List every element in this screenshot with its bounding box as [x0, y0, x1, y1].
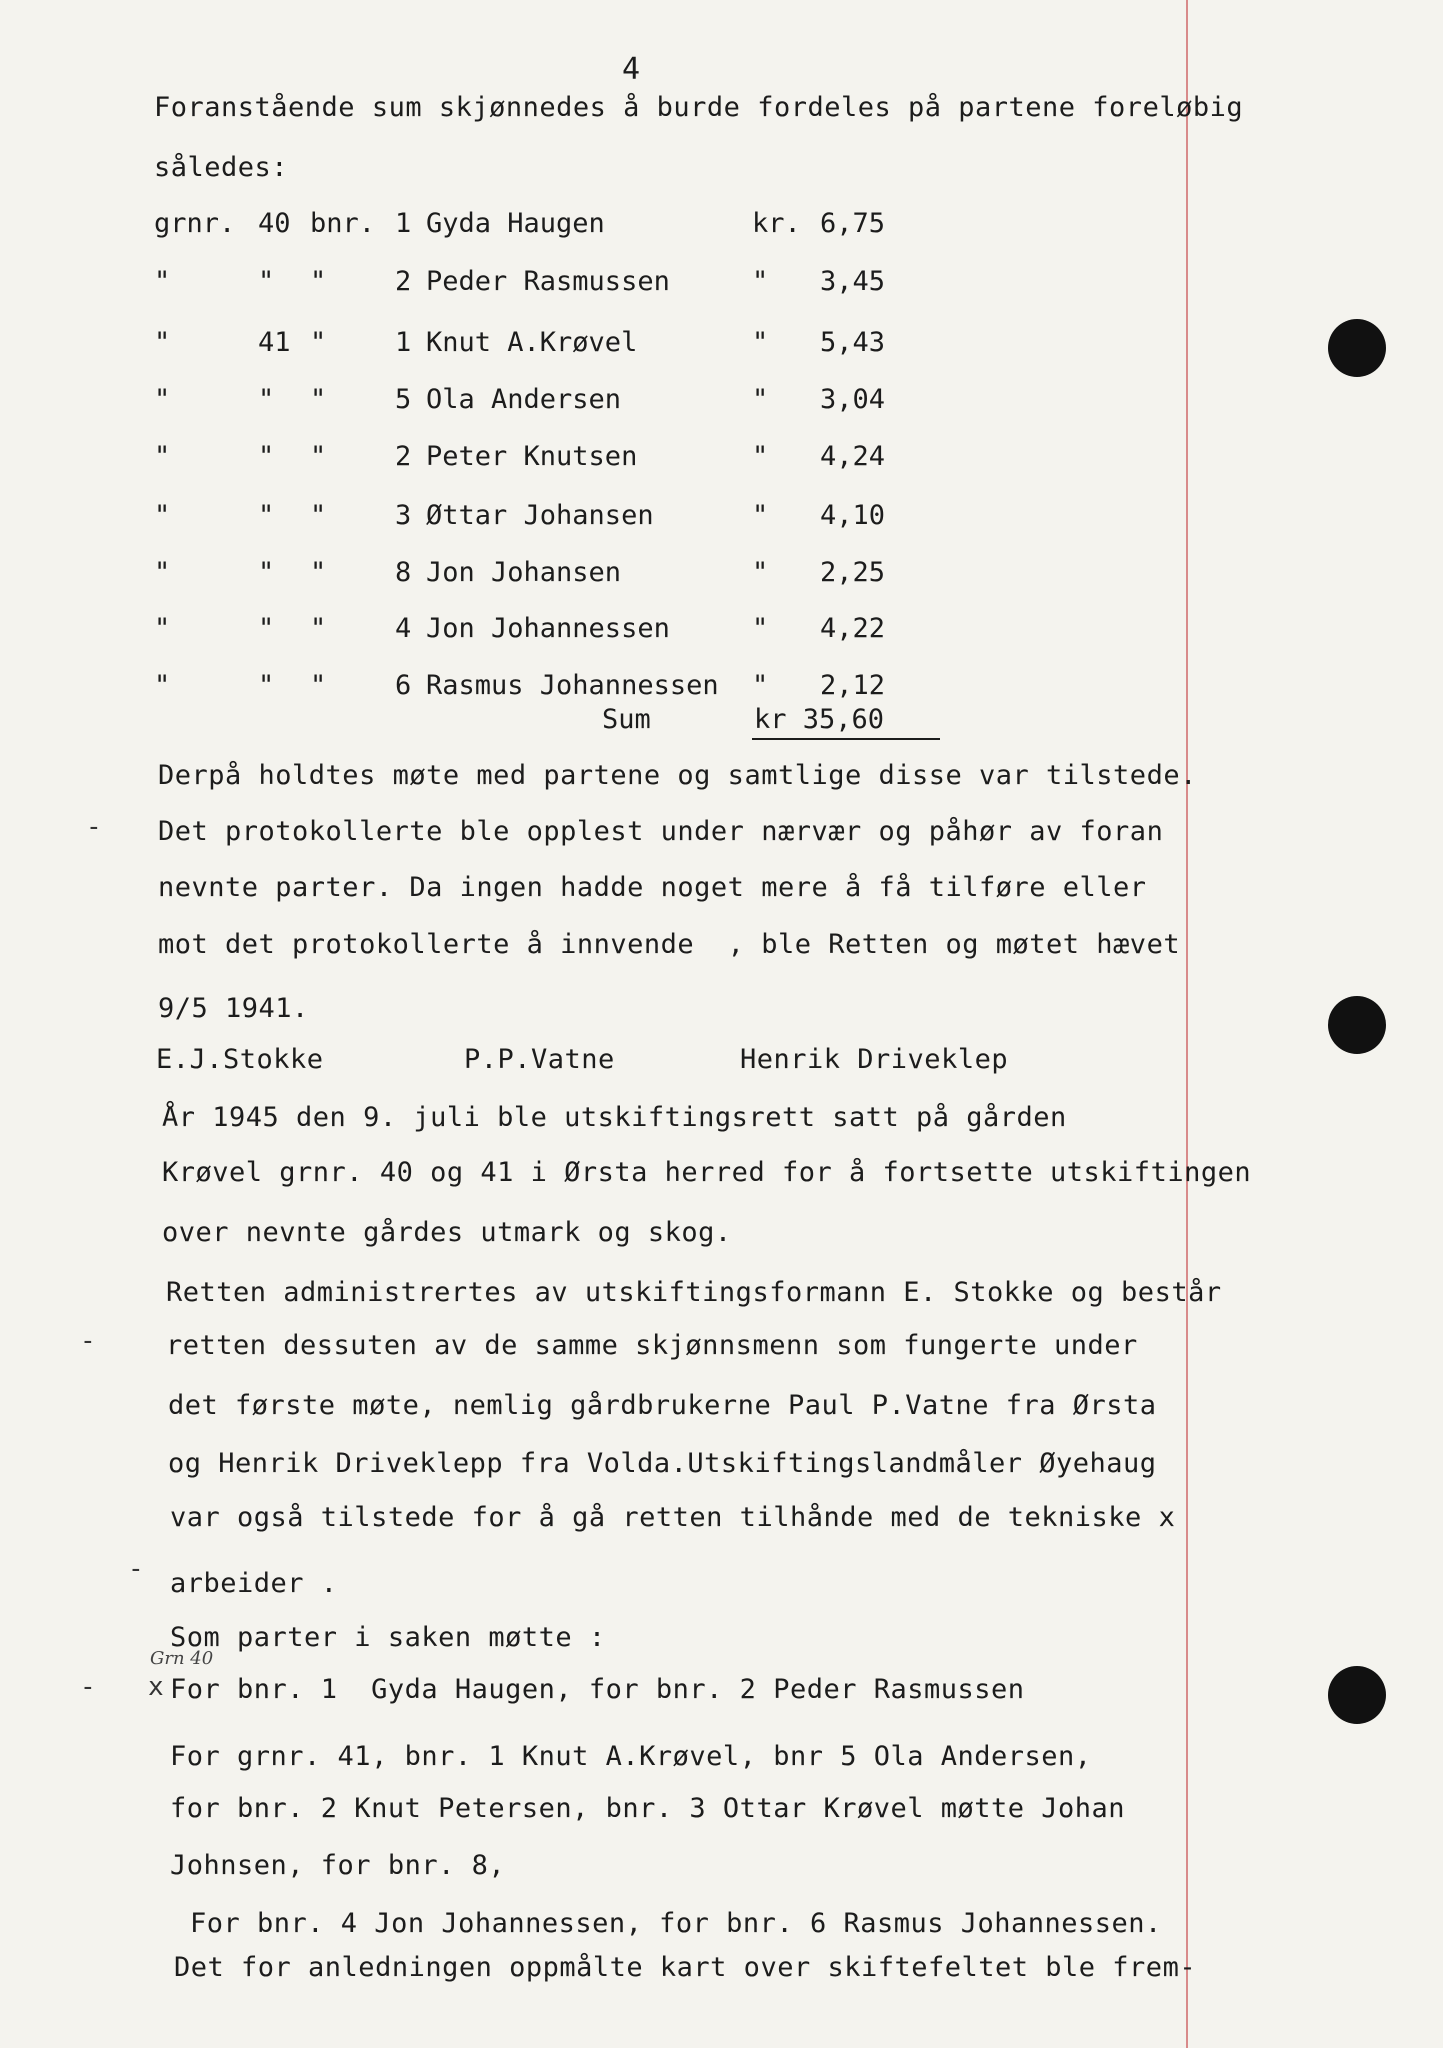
table-cell-grnr: " [154, 266, 171, 297]
table-cell-currency: " [752, 266, 769, 297]
body-line: Det protokollerte ble opplest under nærvær og påhør av foran [158, 816, 1164, 847]
body-line: over nevnte gårdes utmark og skog. [162, 1217, 732, 1248]
table-cell-grnr-no: " [258, 441, 275, 472]
margin-mark: - [86, 812, 102, 842]
table-cell-grnr: " [154, 670, 171, 701]
body-line: for bnr. 2 Knut Petersen, bnr. 3 Ottar Krøvel møtte Johan [170, 1793, 1126, 1824]
table-cell-amount: 4,24 [820, 441, 886, 472]
table-cell-grnr-no: 41 [258, 327, 291, 358]
table-cell-bnr: " [310, 613, 327, 644]
table-cell-amount: 3,45 [820, 266, 886, 297]
body-line: År 1945 den 9. juli ble utskiftingsrett satt på gården [162, 1102, 1067, 1133]
table-cell-currency: " [752, 670, 769, 701]
body-line: Krøvel grnr. 40 og 41 i Ørsta herred for å fortsette utskiftingen [162, 1157, 1252, 1188]
table-cell-name: Gyda Haugen [426, 208, 605, 239]
body-line: mot det protokollerte å innvende , ble Retten og møtet hævet [158, 929, 1181, 960]
margin-mark: x [148, 1672, 164, 1702]
table-cell-amount: 3,04 [820, 384, 886, 415]
body-line: For grnr. 41, bnr. 1 Knut A.Krøvel, bnr 5 Ola Andersen, [170, 1741, 1092, 1772]
table-cell-name: Knut A.Krøvel [426, 327, 638, 358]
table-cell-grnr-no: 40 [258, 208, 291, 239]
signature: Henrik Driveklep [740, 1044, 1009, 1075]
handwritten-note: Grn 40 [150, 1648, 214, 1669]
body-line: Det for anledningen oppmålte kart over skiftefeltet ble frem- [174, 1952, 1197, 1983]
body-line: det første møte, nemlig gårdbrukerne Paul P.Vatne fra Ørsta [168, 1390, 1157, 1421]
table-cell-amount: 2,12 [820, 670, 886, 701]
table-cell-bnr: " [310, 266, 327, 297]
body-line: For bnr. 1 Gyda Haugen, for bnr. 2 Peder Rasmussen [170, 1674, 1025, 1705]
table-cell-bnr-no: 5 [395, 384, 412, 415]
table-cell-grnr: " [154, 441, 171, 472]
body-line: og Henrik Driveklepp fra Volda.Utskiftingslandmåler Øyehaug [168, 1448, 1157, 1479]
table-cell-bnr-no: 3 [395, 500, 412, 531]
table-cell-bnr: " [310, 384, 327, 415]
punch-hole [1328, 319, 1386, 377]
table-cell-grnr: " [154, 500, 171, 531]
body-line: var også tilstede for å gå retten tilhånde med de tekniske x [170, 1502, 1176, 1533]
body-line: Retten administrertes av utskiftingsformann E. Stokke og består [166, 1277, 1222, 1308]
table-cell-bnr-no: 8 [395, 557, 412, 588]
table-cell-currency: " [752, 441, 769, 472]
table-cell-bnr-no: 4 [395, 613, 412, 644]
table-cell-amount: 2,25 [820, 557, 886, 588]
table-cell-name: Peder Rasmussen [426, 266, 670, 297]
table-cell-bnr-no: 2 [395, 441, 412, 472]
signature: E.J.Stokke [156, 1044, 324, 1075]
table-cell-bnr-no: 6 [395, 670, 412, 701]
sum-underline [752, 738, 940, 740]
table-cell-bnr-no: 1 [395, 327, 412, 358]
table-cell-amount: 6,75 [820, 208, 886, 239]
intro-line: Foranstående sum skjønnedes å burde fordeles på partene foreløbig [154, 92, 1244, 123]
signature: P.P.Vatne [464, 1044, 615, 1075]
table-cell-name: Rasmus Johannessen [426, 670, 719, 701]
table-cell-currency: " [752, 327, 769, 358]
table-cell-bnr: bnr. [310, 208, 376, 239]
table-cell-bnr: " [310, 327, 327, 358]
table-cell-grnr-no: " [258, 384, 275, 415]
table-cell-grnr: grnr. [154, 208, 236, 239]
table-cell-amount: 4,22 [820, 613, 886, 644]
table-cell-currency: " [752, 557, 769, 588]
table-cell-currency: " [752, 500, 769, 531]
sum-value: kr 35,60 [754, 704, 885, 735]
table-cell-amount: 4,10 [820, 500, 886, 531]
margin-mark: - [128, 1554, 144, 1584]
table-cell-bnr: " [310, 441, 327, 472]
body-line: arbeider . [170, 1568, 338, 1599]
margin-mark: - [80, 1326, 96, 1356]
table-cell-bnr-no: 2 [395, 266, 412, 297]
punch-hole [1328, 996, 1386, 1054]
sum-label: Sum [602, 704, 651, 735]
page-number: 4 [622, 52, 641, 87]
body-line: Som parter i saken møtte : [170, 1622, 606, 1653]
table-cell-grnr-no: " [258, 613, 275, 644]
margin-rule [1186, 0, 1188, 2048]
margin-mark: - [80, 1672, 96, 1702]
body-line: retten dessuten av de samme skjønnsmenn som fungerte under [166, 1330, 1138, 1361]
table-cell-name: Peter Knutsen [426, 441, 638, 472]
table-cell-grnr: " [154, 613, 171, 644]
table-cell-grnr-no: " [258, 670, 275, 701]
body-line: nevnte parter. Da ingen hadde noget mere å få tilføre eller [158, 872, 1147, 903]
table-cell-grnr: " [154, 327, 171, 358]
body-line: 9/5 1941. [158, 993, 309, 1024]
table-cell-name: Jon Johannessen [426, 613, 670, 644]
body-line: Johnsen, for bnr. 8, [170, 1850, 506, 1881]
table-cell-grnr-no: " [258, 557, 275, 588]
table-cell-bnr-no: 1 [395, 208, 412, 239]
table-cell-grnr-no: " [258, 500, 275, 531]
table-cell-currency: kr. [752, 208, 801, 239]
table-cell-name: Øttar Johansen [426, 500, 654, 531]
table-cell-currency: " [752, 613, 769, 644]
body-line: For bnr. 4 Jon Johannessen, for bnr. 6 Rasmus Johannessen. [190, 1908, 1162, 1939]
table-cell-amount: 5,43 [820, 327, 886, 358]
table-cell-grnr-no: " [258, 266, 275, 297]
table-cell-name: Ola Andersen [426, 384, 622, 415]
intro-line: således: [154, 152, 289, 183]
body-line: Derpå holdtes møte med partene og samtlige disse var tilstede. [158, 760, 1197, 791]
table-cell-currency: " [752, 384, 769, 415]
table-cell-bnr: " [310, 500, 327, 531]
punch-hole [1328, 1666, 1386, 1724]
table-cell-grnr: " [154, 384, 171, 415]
table-cell-bnr: " [310, 670, 327, 701]
table-cell-bnr: " [310, 557, 327, 588]
table-cell-name: Jon Johansen [426, 557, 622, 588]
table-cell-grnr: " [154, 557, 171, 588]
